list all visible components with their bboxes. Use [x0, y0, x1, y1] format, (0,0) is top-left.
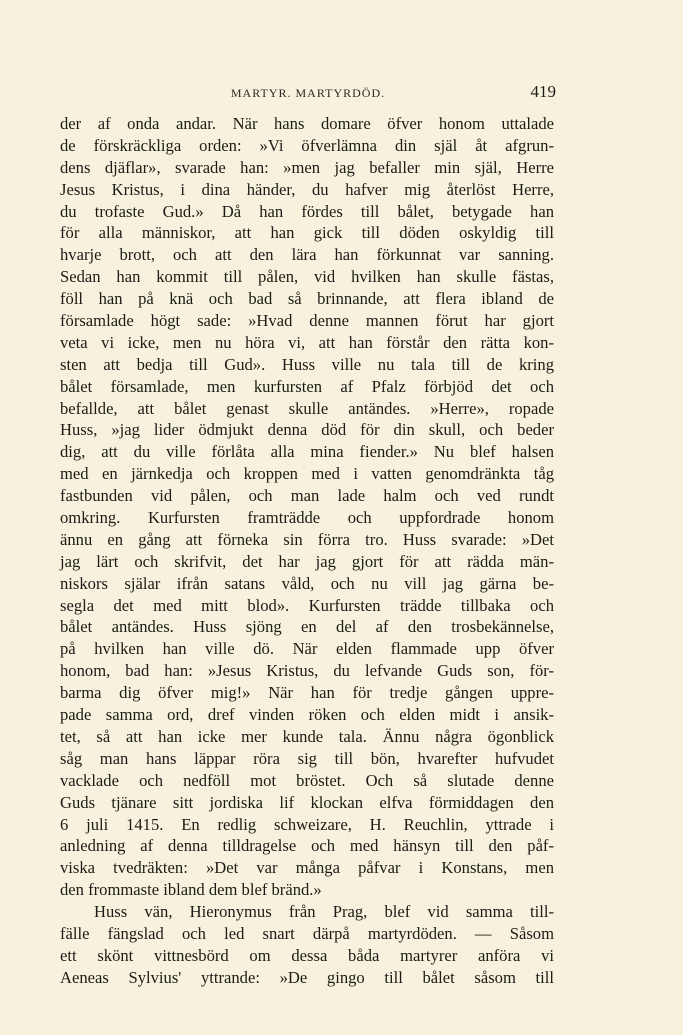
text-line: församlade högt sade: »Hvad denne mannen förut har gjort: [60, 311, 554, 331]
text-line: fälle fängslad och led snart därpå martyrdöden. — Såsom: [60, 923, 554, 943]
text-line: hvarje brott, och att den lära han förkunnat var sanning.: [60, 245, 554, 265]
page-number: 419: [530, 82, 556, 101]
text-line: niskors själar ifrån satans våld, och nu vill jag gärna be-: [60, 573, 554, 593]
text-line: tet, så att han icke mer kunde tala. Ännu några ögonblick: [60, 726, 554, 746]
text-line: bålet antändes. Huss sjöng en del af den trosbekännelse,: [60, 617, 554, 637]
running-head: MARTYR. MARTYRDÖD.: [230, 86, 386, 100]
text-line: på hvilken han ville dö. När elden flammade upp öfver: [60, 639, 554, 659]
text-line: anledning af denna tilldragelse och med hänsyn till den påf-: [60, 836, 554, 856]
text-line: Huss, »jag lider ödmjukt denna död för din skull, och beder: [60, 420, 554, 440]
text-line: dig, att du ville förlåta alla mina fiender.» Nu blef halsen: [60, 442, 554, 462]
text-line: du trofaste Gud.» Då han fördes till bålet, betygade han: [60, 201, 554, 221]
text-line: befallde, att bålet genast skulle antändes. »Herre», ropade: [60, 398, 554, 418]
text-line: honom, bad han: »Jesus Kristus, du lefvande Guds son, för-: [60, 661, 554, 681]
paragraph-1: [60, 113, 554, 901]
paragraph-2: [60, 901, 554, 989]
text-line: de förskräckliga orden: »Vi öfverlämna din själ åt afgrun-: [60, 135, 554, 155]
text-line: veta vi icke, men nu höra vi, att han förstår den rätta kon-: [60, 332, 554, 352]
text-line: föll han på knä och bad så brinnande, att flera ibland de: [60, 289, 554, 309]
text-line: den frommaste ibland dem blef bränd.»: [60, 880, 322, 900]
text-line: sten att bedja till Gud». Huss ville nu tala till de kring: [60, 354, 554, 374]
text-line: Huss vän, Hieronymus från Prag, blef vid samma till-: [94, 902, 554, 922]
text-line: Sedan han kommit till pålen, vid hvilken han skulle fästas,: [60, 267, 554, 287]
text-line: jag lärt och skrifvit, det har jag gjort för att rädda män-: [60, 551, 554, 571]
text-line: Guds tjänare sitt jordiska lif klockan elfva förmiddagen den: [60, 792, 554, 812]
text-line: med en järnkedja och kroppen med i vatten genomdränkta tåg: [60, 464, 554, 484]
text-line: ett skönt vittnesbörd om dessa båda martyrer anföra vi: [60, 945, 554, 965]
text-line: Aeneas Sylvius' yttrande: »De gingo till bålet såsom till: [60, 967, 554, 987]
body-text: [60, 113, 554, 989]
text-line: Jesus Kristus, i dina händer, du hafver mig återlöst Herre,: [60, 179, 554, 199]
text-line: bålet församlade, men kurfursten af Pfalz förbjöd det och: [60, 376, 554, 396]
text-line: såg man hans läppar röra sig till bön, hvarefter hufvudet: [60, 748, 554, 768]
text-line: för alla människor, att han gick till döden oskyldig till: [60, 223, 554, 243]
text-line: segla det med mitt blod». Kurfursten trädde tillbaka och: [60, 595, 554, 615]
text-line: der af onda andar. När hans domare öfver honom uttalade: [60, 114, 554, 133]
page-header: [60, 82, 556, 108]
text-line: 6 juli 1415. En redlig schweizare, H. Reuchlin, yttrade i: [60, 814, 554, 834]
text-line: vacklade och nedföll mot bröstet. Och så slutade denne: [60, 770, 554, 790]
text-line: barma dig öfver mig!» När han för tredje gången uppre-: [60, 683, 554, 703]
text-line: ännu en gång att förneka sin förra tro. Huss svarade: »Det: [60, 529, 554, 549]
text-line: omkring. Kurfursten framträdde och uppfordrade honom: [60, 508, 554, 528]
text-line: viska tvedräkten: »Det var många påfvar i Konstans, men: [60, 858, 554, 878]
text-line: dens djäflar», svarade han: »men jag befaller min själ, Herre: [60, 157, 554, 177]
text-line: pade samma ord, dref vinden röken och elden midt i ansik-: [60, 705, 554, 725]
text-line: fastbunden vid pålen, och man lade halm och ved rundt: [60, 486, 554, 506]
